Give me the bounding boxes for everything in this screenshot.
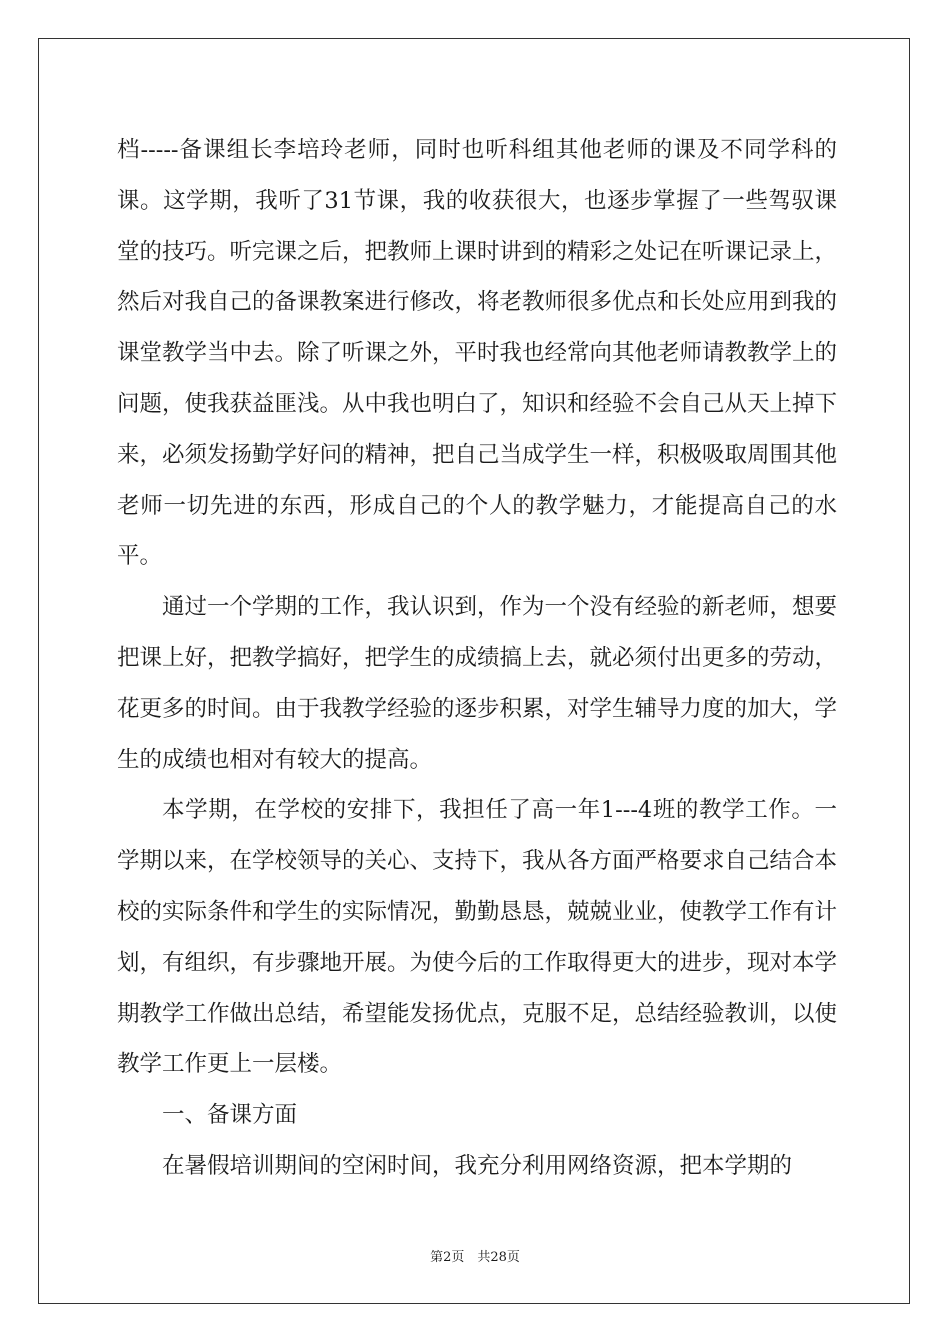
paragraph-2: 通过一个学期的工作，我认识到，作为一个没有经验的新老师，想要把课上好，把教学搞好，把学生的成绩搞上去，就必须付出更多的劳动，花更多的时间。由于我教学经验的逐步积累，对学生辅导力度的加大，学生的成绩也相对有较大的提高。 xyxy=(117,594,838,773)
paragraph-3: 本学期，在学校的安排下，我担任了高一年1---4班的教学工作。一学期以来，在学校领导的关心、支持下，我从各方面严格要求自己结合本校的实际条件和学生的实际情况，勤勤恳恳，兢兢业业，使教学工作有计划，有组织，有步骤地开展。为使今后的工作取得更大的进步，现对本学期教学工作做出总结，希望能发扬优点，克服不足，总结经验教训，以使教学工作更上一层楼。 xyxy=(117,797,838,1078)
page-number: 第2页 共28页 xyxy=(430,1250,520,1265)
paragraph-4: 在暑假培训期间的空闲时间，我充分利用网络资源，把本学期的 xyxy=(162,1152,793,1179)
paragraph-1: 档-----备课组长李培玲老师，同时也听科组其他老师的课及不同学科的课。这学期，我听了31节课，我的收获很大，也逐步掌握了一些驾驭课堂的技巧。听完课之后，把教师上课时讲到的精彩之处记在听课记录上，然后对我自己的备课教案进行修改，将老教师很多优点和长处应用到我的课堂教学当中去。除了听课之外，平时我也经常向其他老师请教教学上的问题，使我获益匪浅。从中我也明白了，知识和经验不会自己从天上掉下来，必须发扬勤学好问的精神，把自己当成学生一样，积极吸取周围其他老师一切先进的东西，形成自己的个人的教学魅力，才能提高自己的水平。 xyxy=(117,137,838,570)
section-heading: 一、备课方面 xyxy=(162,1102,298,1129)
document-body xyxy=(117,125,837,1192)
